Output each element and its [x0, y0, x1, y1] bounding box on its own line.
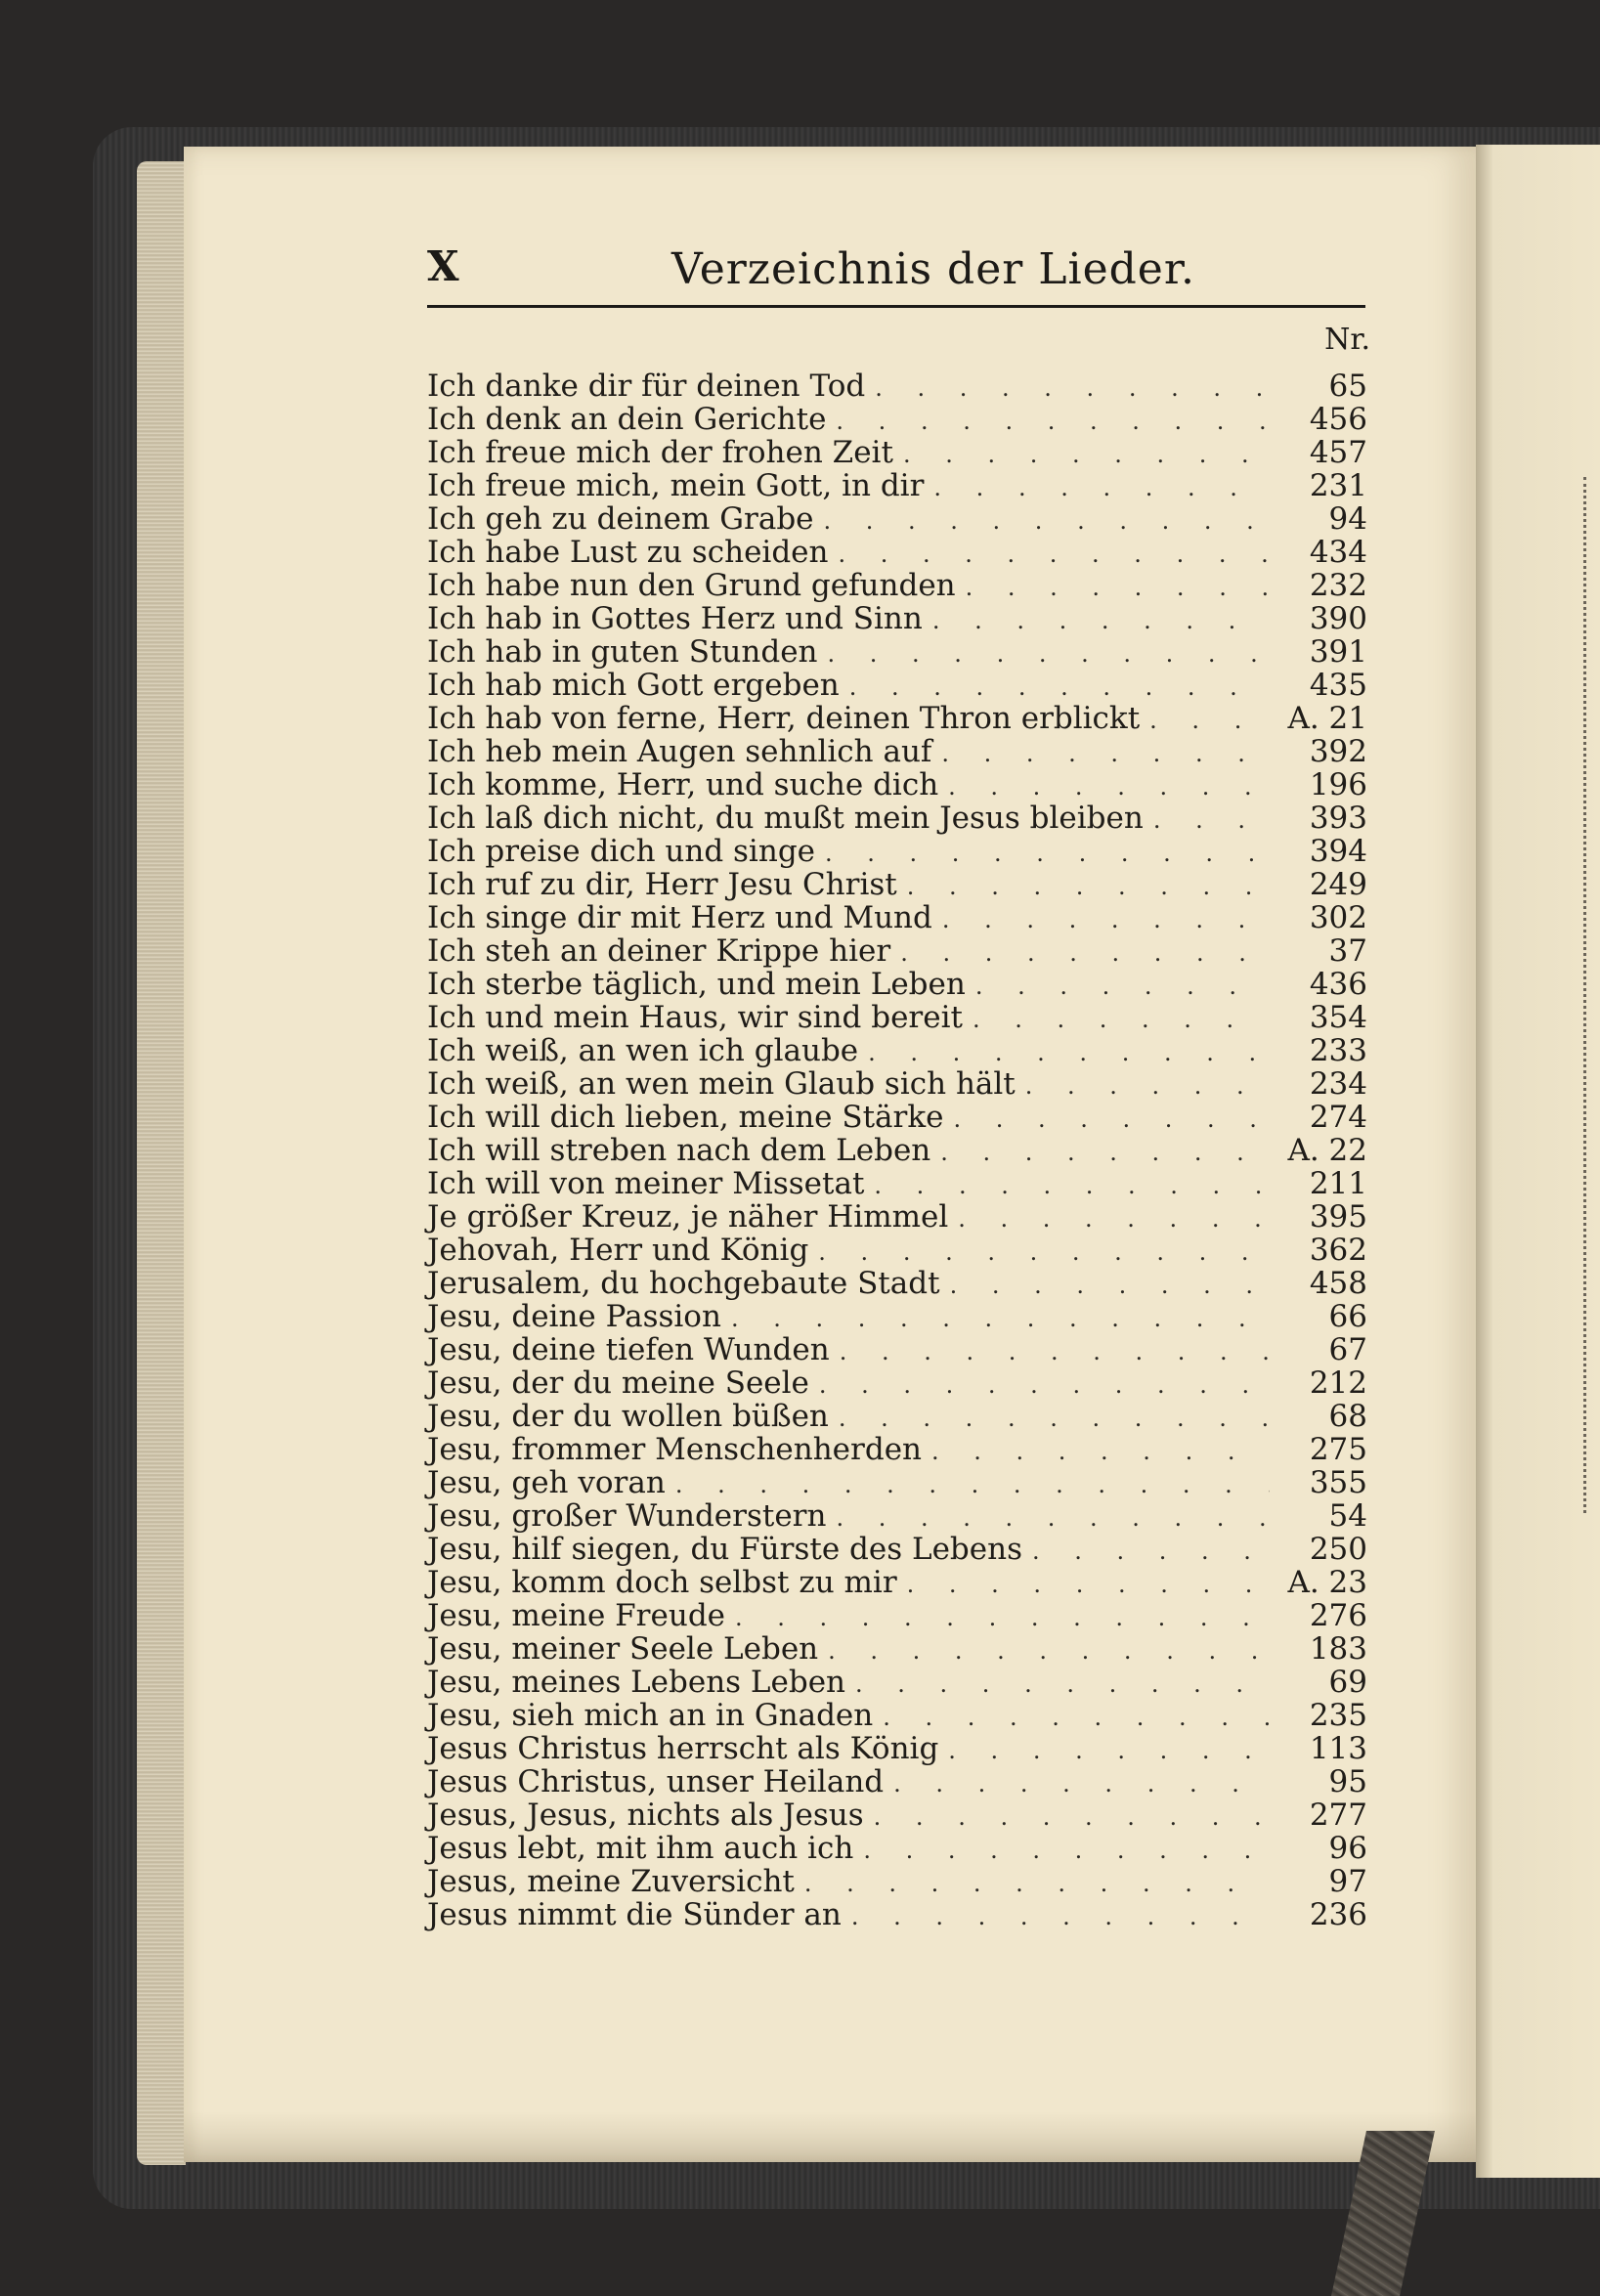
song-title: Jesus nimmt die Sünder an	[427, 1897, 842, 1932]
song-number: 390	[1309, 601, 1367, 636]
list-item	[427, 669, 1367, 702]
song-title: Ich laß dich nicht, du mußt mein Jesus bleiben	[427, 801, 1144, 836]
song-number: 233	[1309, 1033, 1367, 1068]
song-number: 231	[1309, 468, 1367, 503]
dot-leader	[931, 1435, 1270, 1468]
song-number: 458	[1309, 1266, 1367, 1301]
song-title: Ich will von meiner Missetat	[427, 1166, 865, 1201]
list-item	[427, 1267, 1367, 1300]
dot-leader	[942, 903, 1270, 936]
dot-leader	[675, 1468, 1270, 1501]
song-number: 236	[1309, 1897, 1367, 1932]
song-title: Ich denk an dein Gerichte	[427, 402, 827, 437]
song-number: 394	[1309, 834, 1367, 869]
list-item	[427, 502, 1367, 536]
facing-page	[1476, 145, 1600, 2178]
list-item	[427, 1765, 1367, 1798]
dot-leader	[840, 1335, 1270, 1368]
song-title: Ich will dich lieben, meine Stärke	[427, 1100, 944, 1135]
song-title: Ich habe nun den Grund gefunden	[427, 568, 956, 603]
list-item	[427, 1034, 1367, 1067]
dot-leader	[933, 471, 1270, 504]
song-number: 95	[1328, 1764, 1367, 1799]
dot-leader	[1032, 1535, 1270, 1568]
dot-leader	[975, 970, 1270, 1003]
song-number: 457	[1309, 435, 1367, 470]
song-title: Jesu, der du wollen büßen	[427, 1399, 829, 1434]
song-title: Ich heb mein Augen sehnlich auf	[427, 734, 932, 769]
list-item	[427, 1433, 1367, 1466]
song-number: A. 22	[1287, 1133, 1367, 1168]
dot-leader	[958, 1202, 1270, 1235]
dot-leader	[883, 1701, 1270, 1734]
song-number: 234	[1309, 1066, 1367, 1102]
dot-leader	[948, 770, 1270, 803]
song-number: 274	[1309, 1100, 1367, 1135]
song-number: 395	[1309, 1199, 1367, 1235]
song-title: Jesus, Jesus, nichts als Jesus	[427, 1798, 864, 1833]
song-number: 212	[1309, 1365, 1367, 1401]
dot-leader	[849, 671, 1270, 704]
list-item	[427, 1898, 1367, 1931]
list-item	[427, 968, 1367, 1001]
song-number: 66	[1328, 1299, 1367, 1334]
dot-leader	[1149, 704, 1270, 737]
song-title: Jesu, der du meine Seele	[427, 1365, 809, 1401]
dot-leader	[735, 1601, 1270, 1634]
list-item	[427, 1234, 1367, 1267]
dot-leader	[893, 1767, 1270, 1800]
song-number: A. 23	[1287, 1565, 1367, 1600]
list-item	[427, 1699, 1367, 1732]
song-title: Jesus lebt, mit ihm auch ich	[427, 1831, 854, 1866]
song-number: 113	[1309, 1731, 1367, 1766]
dot-leader	[828, 1634, 1270, 1668]
list-item	[427, 1632, 1367, 1666]
song-number: 362	[1309, 1233, 1367, 1268]
song-title: Ich steh an deiner Krippe hier	[427, 933, 891, 969]
song-index-list	[427, 369, 1367, 1931]
song-title: Ich hab von ferne, Herr, deinen Thron erblickt	[427, 701, 1141, 736]
song-title: Ich sterbe täglich, und mein Leben	[427, 967, 966, 1002]
song-number: 436	[1309, 967, 1367, 1002]
dot-leader	[836, 405, 1270, 438]
list-item	[427, 436, 1367, 469]
song-title: Ich hab mich Gott ergeben	[427, 668, 840, 703]
list-item	[427, 1400, 1367, 1433]
song-title: Jesu, meiner Seele Leben	[427, 1631, 819, 1667]
song-title: Jehovah, Herr und König	[427, 1233, 809, 1268]
dot-leader	[825, 837, 1270, 870]
dot-leader	[874, 1169, 1270, 1202]
dot-leader	[868, 1036, 1270, 1069]
list-item	[427, 1466, 1367, 1499]
dot-leader	[953, 1103, 1270, 1136]
song-title: Jesus Christus, unser Heiland	[427, 1764, 885, 1799]
dot-leader	[948, 1734, 1270, 1767]
song-number: 435	[1309, 668, 1367, 703]
song-title: Jesu, geh voran	[427, 1465, 666, 1500]
song-title: Jesu, großer Wunderstern	[427, 1498, 827, 1534]
page-title: Verzeichnis der Lieder.	[671, 244, 1196, 294]
list-item	[427, 1200, 1367, 1234]
list-item	[427, 1798, 1367, 1832]
list-item	[427, 1001, 1367, 1034]
song-number: 97	[1328, 1864, 1367, 1899]
song-number: 196	[1309, 767, 1367, 802]
dot-leader	[839, 538, 1271, 571]
song-number: 456	[1309, 402, 1367, 437]
number-column-heading: Nr.	[1324, 323, 1370, 357]
list-item	[427, 1300, 1367, 1333]
dot-leader	[855, 1668, 1270, 1701]
song-title: Jesu, komm doch selbst zu mir	[427, 1565, 897, 1600]
song-title: Ich singe dir mit Herz und Mund	[427, 900, 932, 935]
list-item	[427, 1732, 1367, 1765]
song-title: Ich ruf zu dir, Herr Jesu Christ	[427, 867, 897, 902]
song-number: 232	[1309, 568, 1367, 603]
dot-leader	[907, 1568, 1270, 1601]
song-number: 275	[1309, 1432, 1367, 1467]
dot-leader	[973, 1003, 1270, 1036]
dot-leader	[950, 1269, 1270, 1302]
list-item	[427, 469, 1367, 502]
facing-page-ornament	[1583, 477, 1600, 1513]
list-item	[427, 934, 1367, 968]
list-item	[427, 635, 1367, 669]
song-number: 393	[1309, 801, 1367, 836]
dot-leader	[863, 1834, 1270, 1867]
list-item	[427, 1666, 1367, 1699]
list-item	[427, 768, 1367, 801]
song-number: 211	[1309, 1166, 1367, 1201]
song-title: Jesu, frommer Menschenherden	[427, 1432, 923, 1467]
list-item	[427, 602, 1367, 635]
dot-leader	[818, 1235, 1270, 1269]
song-number: 235	[1309, 1698, 1367, 1733]
list-item	[427, 702, 1367, 735]
song-number: 355	[1309, 1465, 1367, 1500]
dot-leader	[932, 604, 1270, 637]
dot-leader	[875, 371, 1270, 405]
song-number: 69	[1328, 1665, 1367, 1700]
song-title: Ich komme, Herr, und suche dich	[427, 767, 939, 802]
page-header	[427, 242, 1365, 301]
dot-leader	[1025, 1069, 1270, 1103]
list-item	[427, 1101, 1367, 1134]
list-item	[427, 1366, 1367, 1400]
song-number: 434	[1309, 535, 1367, 570]
list-item	[427, 1134, 1367, 1167]
song-number: 354	[1309, 1000, 1367, 1035]
page-bottom-shadow	[184, 2111, 1476, 2162]
song-title: Ich habe Lust zu scheiden	[427, 535, 829, 570]
page-number: X	[427, 242, 459, 290]
dot-leader	[874, 1800, 1270, 1834]
list-item	[427, 569, 1367, 602]
song-title: Ich freue mich der frohen Zeit	[427, 435, 893, 470]
dot-leader	[1153, 803, 1270, 837]
song-title: Ich weiß, an wen mein Glaub sich hält	[427, 1066, 1016, 1102]
header-rule	[427, 305, 1365, 308]
song-number: 37	[1328, 933, 1367, 969]
dot-leader	[819, 1368, 1270, 1402]
list-item	[427, 801, 1367, 835]
song-title: Ich will streben nach dem Leben	[427, 1133, 931, 1168]
dot-leader	[907, 870, 1270, 903]
list-item	[427, 1067, 1367, 1101]
dot-leader	[966, 571, 1270, 604]
song-title: Ich freue mich, mein Gott, in dir	[427, 468, 925, 503]
list-item	[427, 1566, 1367, 1599]
dot-leader	[731, 1302, 1270, 1335]
song-number: 392	[1309, 734, 1367, 769]
list-item	[427, 1865, 1367, 1898]
dot-leader	[851, 1900, 1270, 1933]
dot-leader	[836, 1501, 1270, 1535]
list-item	[427, 1333, 1367, 1366]
list-item	[427, 536, 1367, 569]
song-number: 96	[1328, 1831, 1367, 1866]
dot-leader	[828, 637, 1270, 671]
song-number: 54	[1328, 1498, 1367, 1534]
song-number: 250	[1309, 1532, 1367, 1567]
song-title: Jerusalem, du hochgebaute Stadt	[427, 1266, 940, 1301]
dot-leader	[940, 1136, 1270, 1169]
song-number: 65	[1328, 368, 1367, 404]
list-item	[427, 835, 1367, 868]
song-title: Jesu, meines Lebens Leben	[427, 1665, 846, 1700]
song-number: 183	[1309, 1631, 1367, 1667]
list-item	[427, 901, 1367, 934]
list-item	[427, 369, 1367, 403]
song-number: 391	[1309, 634, 1367, 670]
dot-leader	[941, 737, 1270, 770]
list-item	[427, 868, 1367, 901]
song-title: Je größer Kreuz, je näher Himmel	[427, 1199, 949, 1235]
dot-leader	[903, 438, 1270, 471]
song-number: 67	[1328, 1332, 1367, 1367]
list-item	[427, 1832, 1367, 1865]
dot-leader	[839, 1402, 1270, 1435]
song-number: 68	[1328, 1399, 1367, 1434]
song-title: Ich hab in Gottes Herz und Sinn	[427, 601, 923, 636]
list-item	[427, 1167, 1367, 1200]
page-edges	[137, 161, 186, 2165]
song-title: Ich hab in guten Stunden	[427, 634, 818, 670]
song-number: 277	[1309, 1798, 1367, 1833]
song-title: Jesus, meine Zuversicht	[427, 1864, 795, 1899]
song-title: Jesus Christus herrscht als König	[427, 1731, 939, 1766]
list-item	[427, 1499, 1367, 1533]
song-title: Jesu, hilf siegen, du Fürste des Lebens	[427, 1532, 1022, 1567]
song-number: A. 21	[1287, 701, 1367, 736]
list-item	[427, 735, 1367, 768]
dot-leader	[804, 1867, 1270, 1900]
song-title: Ich preise dich und singe	[427, 834, 816, 869]
song-number: 276	[1309, 1598, 1367, 1633]
list-item	[427, 1599, 1367, 1632]
dot-leader	[824, 504, 1270, 538]
list-item	[427, 1533, 1367, 1566]
song-number: 249	[1309, 867, 1367, 902]
song-number: 94	[1328, 501, 1367, 537]
song-title: Jesu, meine Freude	[427, 1598, 726, 1633]
song-title: Ich weiß, an wen ich glaube	[427, 1033, 859, 1068]
list-item	[427, 403, 1367, 436]
song-title: Jesu, deine tiefen Wunden	[427, 1332, 830, 1367]
song-title: Jesu, sieh mich an in Gnaden	[427, 1698, 874, 1733]
song-title: Ich danke dir für deinen Tod	[427, 368, 866, 404]
song-title: Ich und mein Haus, wir sind bereit	[427, 1000, 963, 1035]
song-title: Ich geh zu deinem Grabe	[427, 501, 814, 537]
song-title: Jesu, deine Passion	[427, 1299, 721, 1334]
song-number: 302	[1309, 900, 1367, 935]
dot-leader	[900, 936, 1270, 970]
